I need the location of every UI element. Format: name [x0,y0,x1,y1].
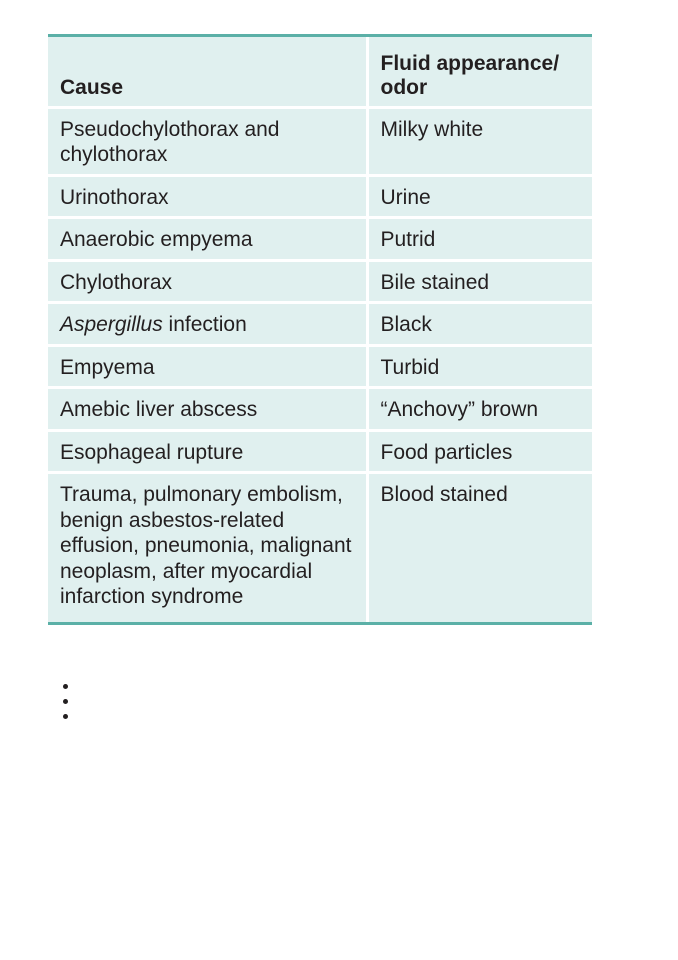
header-fluid-appearance [367,37,592,107]
table-row [48,107,592,175]
fluid-cell: Turbid [367,345,592,388]
fluid-cell: Food particles [367,430,592,473]
cause-cell: Empyema [48,345,367,388]
italic-organism-name: Aspergillus [60,313,163,336]
fluid-cell: Putrid [367,218,592,261]
fluid-cell: Urine [367,175,592,218]
table-row [48,473,592,622]
cause-cell: Chylothorax [48,260,367,303]
fluid-appearance-table [48,34,592,625]
fluid-cell: “Anchovy” brown [367,388,592,431]
fluid-cell: Blood stained [367,473,592,622]
cause-cell: Urinothorax [48,175,367,218]
table-row [48,430,592,473]
cause-cell: Pseudochylothorax and chylothorax [60,117,280,166]
cause-cell: Esophageal rupture [48,430,367,473]
cause-cell: Anaerobic empyema [48,218,367,261]
table-row [48,303,592,346]
fluid-cell: Milky white [367,107,592,175]
cause-cell: Aspergillus infection [48,303,367,346]
cause-cell: Trauma, pulmonary embolism, benign asbestos-related effusion, pneumonia, malignant neoplasm, after myocardial infarction syndrome [48,473,367,622]
fluid-cell: Black [367,303,592,346]
table-row [48,388,592,431]
table-row [48,345,592,388]
table-row [48,260,592,303]
fluid-cell: Bile stained [367,260,592,303]
table-row [48,175,592,218]
header-cause: Cause [48,37,367,107]
header-fluid-appearance-label: Fluid appearance/ odor [380,51,560,99]
vertical-ellipsis-icon [60,684,72,724]
table-row [48,218,592,261]
cause-cell: Amebic liver abscess [48,388,367,431]
table [48,37,592,622]
header-row [48,37,592,107]
